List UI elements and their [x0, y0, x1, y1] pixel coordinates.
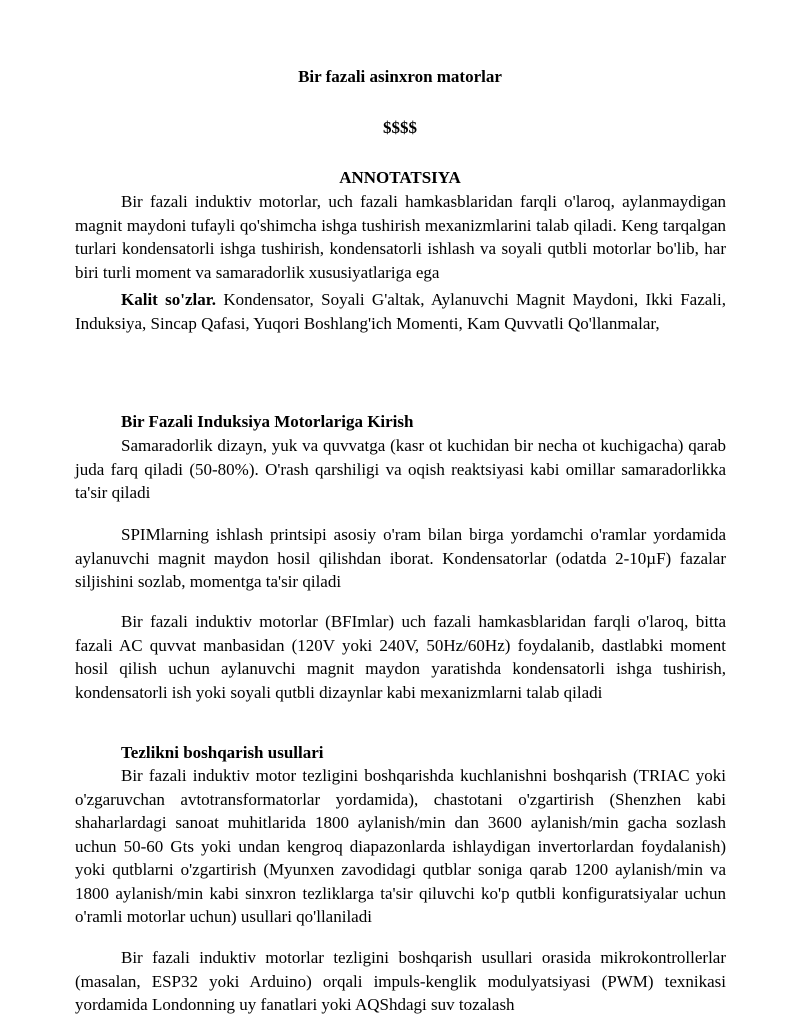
document-authors: $$$$ — [383, 118, 417, 137]
section-heading-intro: Bir Fazali Induksiya Motorlariga Kirish — [121, 412, 414, 431]
keywords-label: Kalit so'zlar. — [121, 290, 217, 309]
keywords-text: Kondensator, Soyali G'altak, Aylanuvchi Magnit Maydoni, Ikki Fazali, Induksiya, Sincap Qafasi, Yuqori Boshlang'ich Momenti, Kam Quvvatli Qo'llanmalar, — [75, 290, 726, 333]
section1-paragraph-1: Samaradorlik dizayn, yuk va quvvatga (kasr ot kuchidan bir necha ot kuchigacha) qarab juda farq qiladi (50-80%). O'rash qarshiligi va oqish reaktsiyasi kabi omillar samaradorlikka ta'sir qiladi — [75, 436, 726, 502]
document-title: Bir fazali asinxron matorlar — [298, 67, 502, 86]
abstract-heading: ANNOTATSIYA — [339, 168, 461, 187]
section1-paragraph-3: Bir fazali induktiv motorlar (BFImlar) uch fazali hamkasblaridan farqli o'laroq, bitta fazali AC quvvat manbasidan (120V yoki 240V, 50Hz/60Hz) foydalanib, dastlabki moment hosil qilish uchun aylanuvchi magnit maydon yaratishda kondensatorli ishga tushirish, kondensatorli ish yoki soyali qutbli dizaynlar kabi mexanizmlarni talab qiladi — [75, 612, 726, 702]
section1-paragraph-2: SPIMlarning ishlash printsipi asosiy o'ram bilan birga yordamchi o'ramlar yordamida aylanuvchi magnit maydon hosil qilishdan iborat. Kondensatorlar (odatda 2-10µF) fazalar siljishini sozlab, momentga ta'sir qiladi — [75, 525, 726, 591]
section2-paragraph-2: Bir fazali induktiv motorlar tezligini boshqarish usullari orasida mikrokontrollerlar (masalan, ESP32 yoki Arduino) orqali impuls-kenglik modulyatsiyasi (PWM) texnikasi yordamida Londonning uy fanatlari yoki AQShdagi suv tozalash — [75, 948, 726, 1014]
abstract-paragraph: Bir fazali induktiv motorlar, uch fazali hamkasblaridan farqli o'laroq, aylanmaydigan magnit maydoni tufayli qo'shimcha ishga tushirish mexanizmlarini talab qiladi. Keng tarqalgan turlari kondensatorli ishga tushirish, kondensatorli ishlash va soyali qutbli motorlar bo'lib, har biri turli moment va samaradorlik xususiyatlariga ega — [75, 192, 726, 282]
section2-paragraph-1: Bir fazali induktiv motor tezligini boshqarishda kuchlanishni boshqarish (TRIAC yoki o'zgaruvchan avtotransformatorlar yordamida), chastotani o'zgartirish (Shenzhen kabi shaharlardagi sanoat muhitlarida 1800 aylanish/min dan 3600 aylanish/min gacha sozlash uchun 50-60 Gts yoki undan kengroq diapazonlarda ishlaydigan invertorlardan foydalanish) yoki qutblarni o'zgartirish (Myunxen zavodidagi qutblar soniga qarab 1200 aylanish/min va 1800 aylanish/min kabi sinxron tezliklarga ta'sir qiluvchi ko'p qutbli konfiguratsiyalar uchun o'ramli motorlar uchun) usullari qo'llaniladi — [75, 766, 726, 926]
keywords-paragraph — [75, 288, 726, 335]
section-heading-speed-control: Tezlikni boshqarish usullari — [121, 743, 324, 762]
